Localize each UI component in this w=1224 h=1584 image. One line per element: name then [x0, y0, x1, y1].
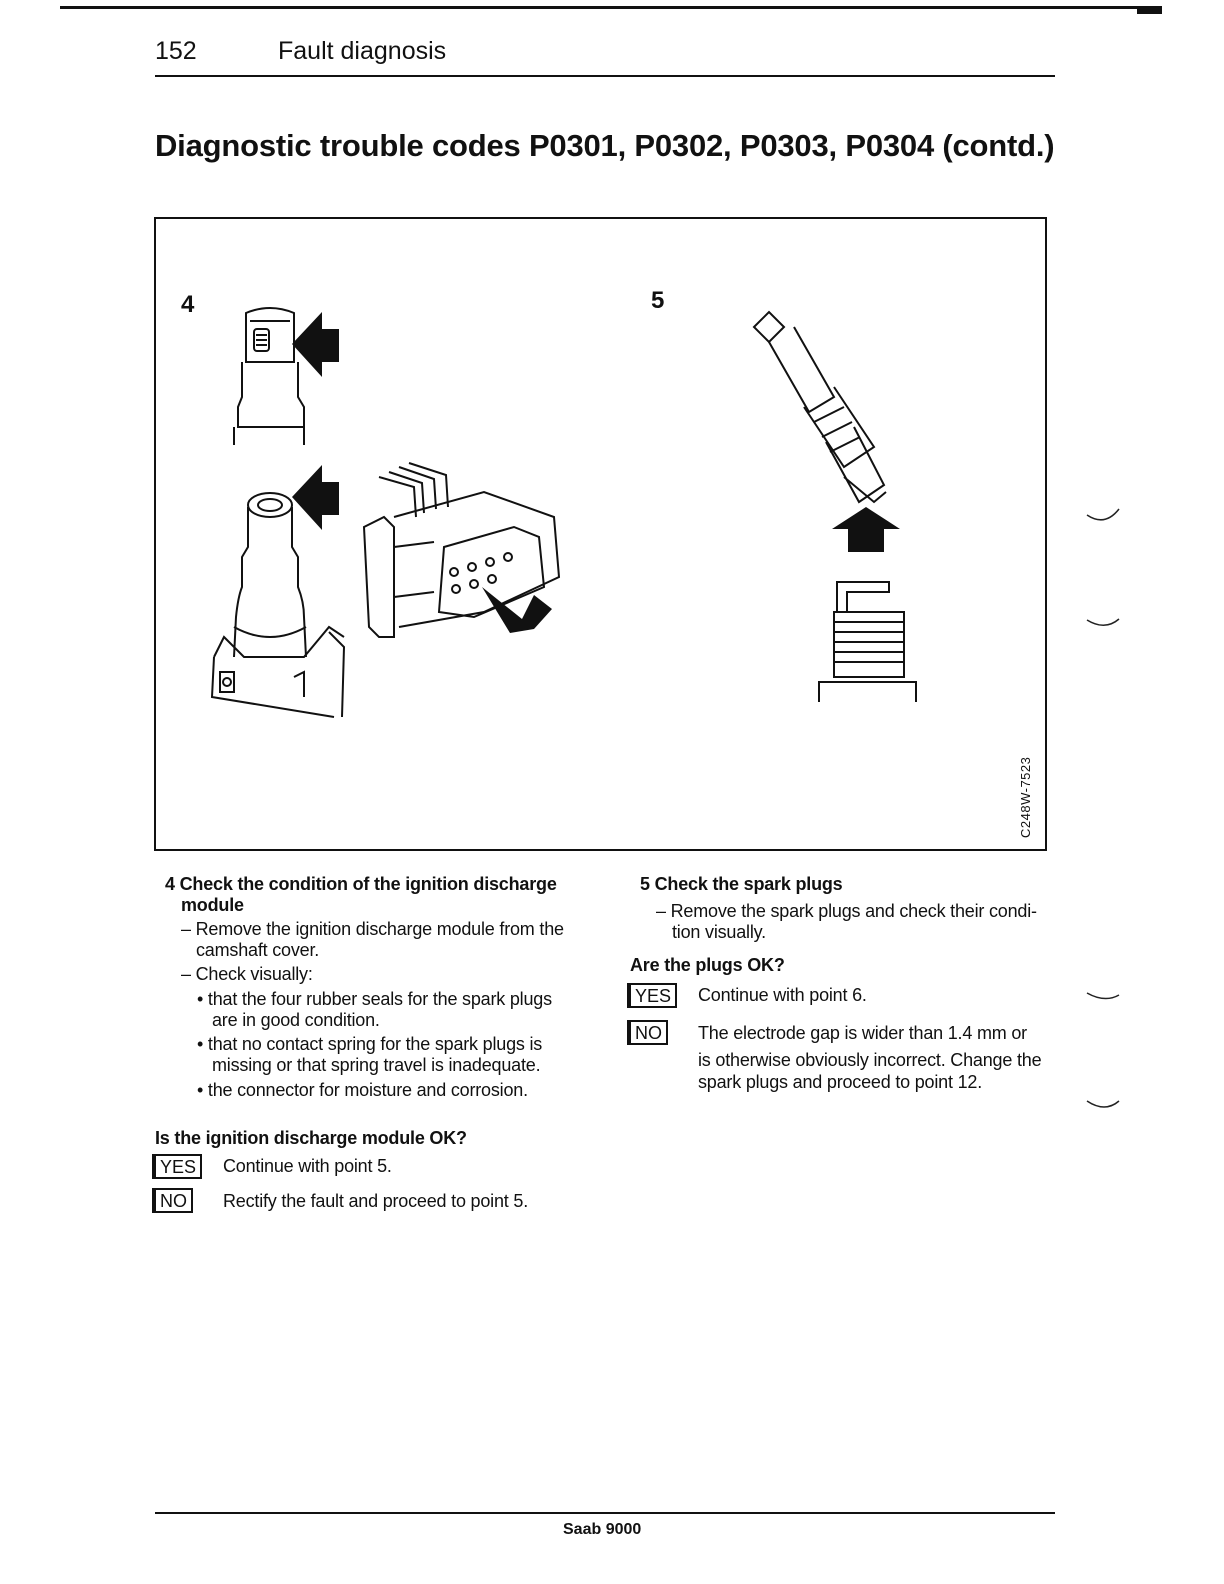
step5-no-text-line2: is otherwise obviously incorrect. Change the — [698, 1050, 1042, 1070]
step4-bullet1-line2: are in good condition. — [212, 1010, 380, 1030]
step4-bullet2-line2: missing or that spring travel is inadequate. — [212, 1055, 541, 1075]
step4-no-badge: NO — [154, 1188, 193, 1213]
footer-rule — [155, 1512, 1055, 1514]
step5-question: Are the plugs OK? — [630, 955, 785, 975]
step5-heading: 5 Check the spark plugs — [640, 874, 843, 894]
step4-yes-badge: YES — [154, 1154, 202, 1179]
arrow-up-icon — [832, 507, 900, 552]
spark-plug-illustration — [754, 312, 886, 502]
top-rule-tab — [1137, 6, 1162, 14]
page-number: 152 — [155, 37, 197, 65]
step4-question: Is the ignition discharge module OK? — [155, 1128, 467, 1148]
step4-heading-line2: module — [181, 895, 244, 915]
binding-marks — [1085, 505, 1125, 1125]
step4-bullet1-line1: • that the four rubber seals for the spark plugs — [197, 989, 552, 1009]
step4-item1-line2: camshaft cover. — [196, 940, 320, 960]
footer-model: Saab 9000 — [563, 1521, 642, 1538]
page-title: Diagnostic trouble codes P0301, P0302, P0303, P0304 (contd.) — [155, 128, 1055, 163]
top-rule — [60, 6, 1162, 9]
step4-no-text: Rectify the fault and proceed to point 5. — [223, 1191, 528, 1211]
figure-code: C248W-7523 — [1018, 756, 1033, 838]
arrow-left-icon — [292, 312, 339, 377]
figure-label-4: 4 — [181, 291, 195, 318]
illustration-drawing — [154, 217, 1047, 851]
step5-no-text-line1: The electrode gap is wider than 1.4 mm or — [698, 1023, 1027, 1043]
step4-yes-text: Continue with point 5. — [223, 1156, 392, 1176]
step5-yes-text: Continue with point 6. — [698, 985, 867, 1005]
step4-heading-line1: 4 Check the condition of the ignition discharge — [165, 874, 557, 894]
step5-no-text-line3: spark plugs and proceed to point 12. — [698, 1072, 982, 1092]
step5-no-badge: NO — [629, 1020, 668, 1045]
boot-on-cover-illustration — [212, 493, 344, 717]
step4-bullet3: • the connector for moisture and corrosion. — [197, 1080, 528, 1100]
header-rule — [155, 75, 1055, 77]
step5-item1-line1: – Remove the spark plugs and check their condi- — [656, 901, 1037, 921]
step4-bullet2-line1: • that no contact spring for the spark plugs is — [197, 1034, 543, 1054]
boot-cross-section-illustration — [234, 308, 304, 445]
figure-label-5: 5 — [651, 287, 665, 314]
step5-item1-line2: tion visually. — [672, 922, 766, 942]
step5-yes-badge: YES — [629, 983, 677, 1008]
step4-item2: – Check visually: — [181, 964, 313, 984]
arrow-left-icon — [292, 465, 339, 530]
step4-item1-line1: – Remove the ignition discharge module from the — [181, 919, 564, 939]
section-title: Fault diagnosis — [278, 37, 447, 65]
spark-plug-gap-illustration — [819, 582, 916, 702]
illustration-frame — [154, 217, 1047, 851]
